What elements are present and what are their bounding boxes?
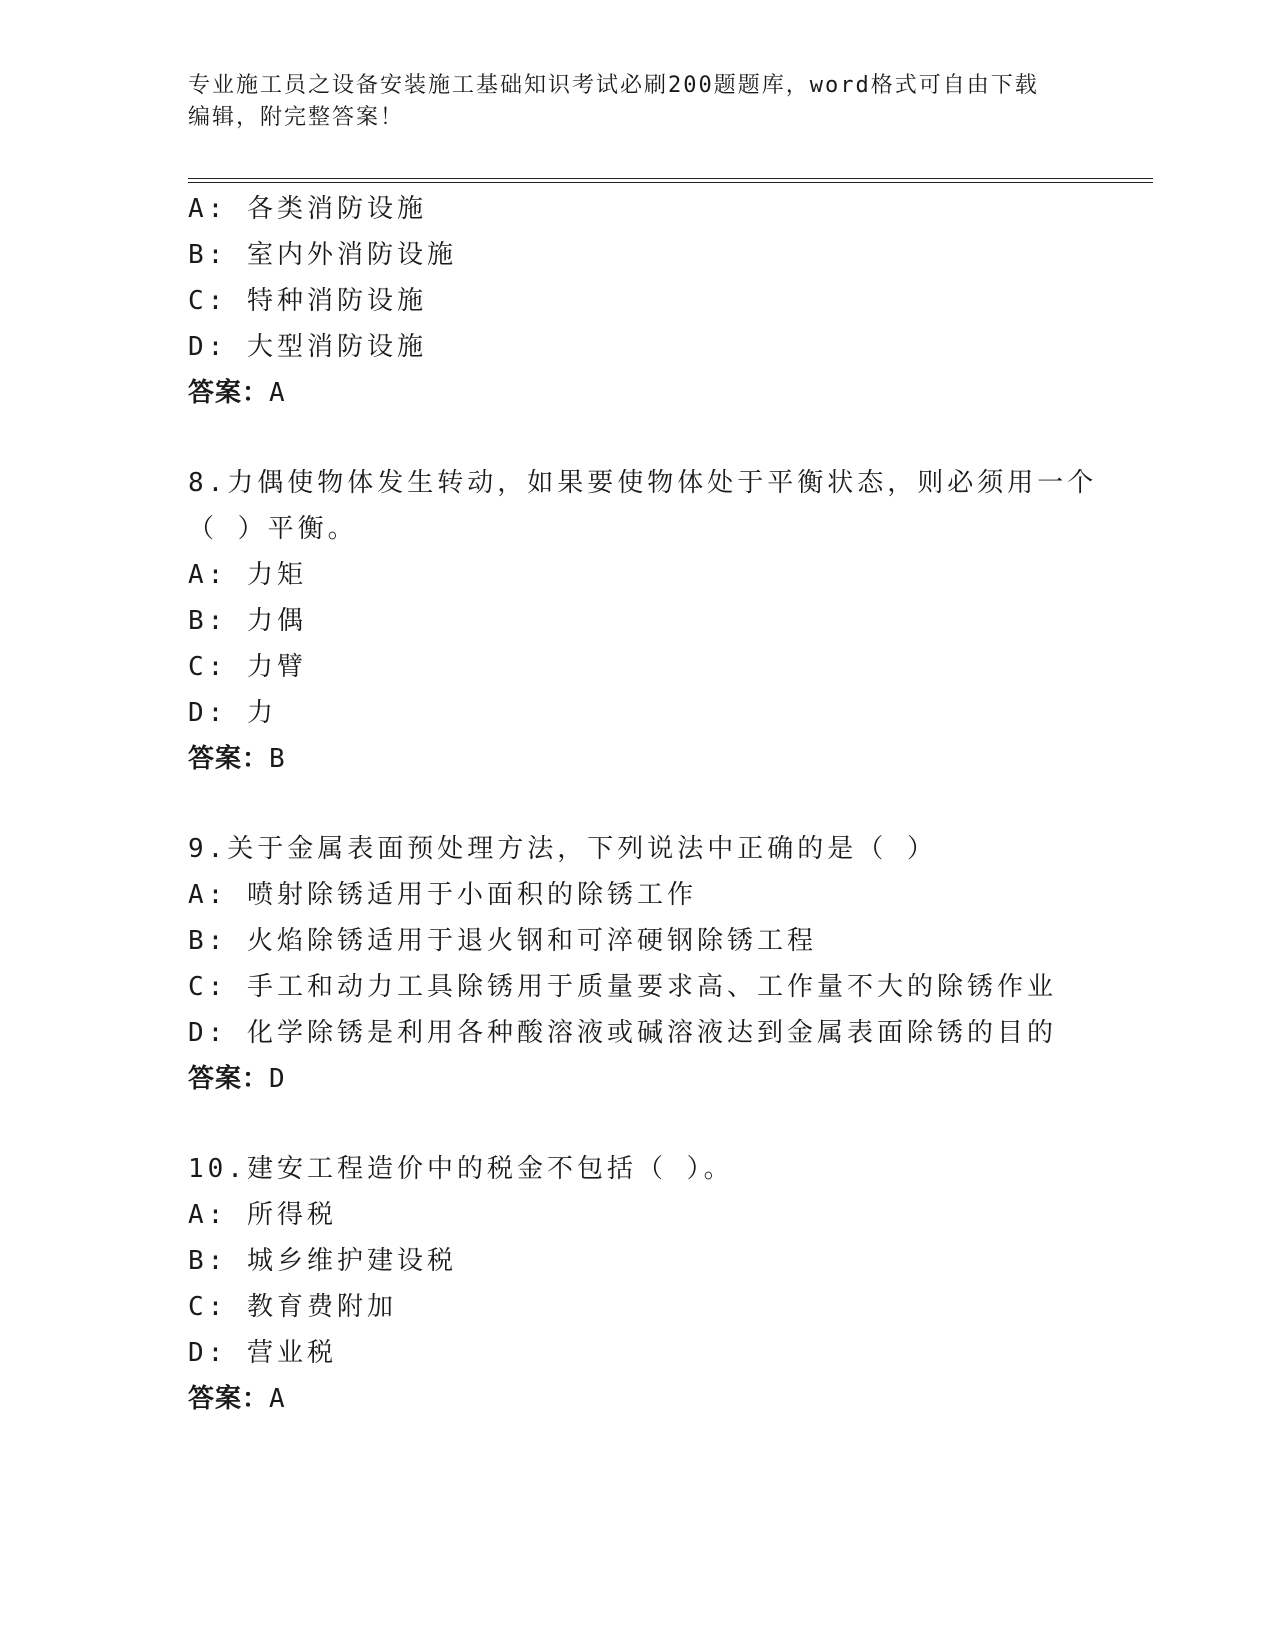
question-stem: 10.建安工程造价中的税金不包括（ ）。: [188, 1154, 734, 1184]
option-d: D: 营业税: [188, 1338, 337, 1368]
option-c: C: 特种消防设施: [188, 286, 427, 316]
question-10: [188, 1146, 1148, 1422]
header-title-line-2: 编辑，附完整答案！: [188, 105, 405, 130]
header-divider: [188, 178, 1153, 183]
option-a: A: 各类消防设施: [188, 194, 427, 224]
option-a: A: 力矩: [188, 560, 307, 590]
answer-label: 答案：: [188, 744, 270, 774]
question-stem: 8.力偶使物体发生转动，如果要使物体处于平衡状态，则必须用一个: [188, 468, 1098, 498]
question-list: [188, 186, 1148, 1422]
option-b: B: 城乡维护建设税: [188, 1246, 457, 1276]
answer-label: 答案：: [188, 1064, 270, 1094]
option-b: B: 火焰除锈适用于退火钢和可淬硬钢除锈工程: [188, 926, 817, 956]
question-stem: 9.关于金属表面预处理方法，下列说法中正确的是（ ）: [188, 834, 937, 864]
answer-value: B: [269, 744, 286, 774]
option-c: C: 教育费附加: [188, 1292, 397, 1322]
answer-value: A: [269, 1384, 286, 1414]
answer-line: [188, 736, 1148, 782]
option-c: C: 手工和动力工具除锈用于质量要求高、工作量不大的除锈作业: [188, 972, 1057, 1002]
answer-line: [188, 370, 1148, 416]
option-b: B: 室内外消防设施: [188, 240, 457, 270]
answer-label: 答案：: [188, 1384, 270, 1414]
question-8: [188, 460, 1148, 782]
question-stem-continued: （ ）平衡。: [188, 514, 358, 544]
option-d: D: 大型消防设施: [188, 332, 427, 362]
option-a: A: 所得税: [188, 1200, 337, 1230]
option-d: D: 力: [188, 698, 277, 728]
answer-value: A: [269, 378, 286, 408]
answer-value: D: [269, 1064, 286, 1094]
option-a: A: 喷射除锈适用于小面积的除锈工作: [188, 880, 697, 910]
question-9: [188, 826, 1148, 1102]
option-d: D: 化学除锈是利用各种酸溶液或碱溶液达到金属表面除锈的目的: [188, 1018, 1057, 1048]
answer-line: [188, 1376, 1148, 1422]
answer-label: 答案：: [188, 378, 270, 408]
question-7: [188, 186, 1148, 416]
document-header: [188, 70, 1068, 134]
option-c: C: 力臂: [188, 652, 307, 682]
option-b: B: 力偶: [188, 606, 307, 636]
answer-line: [188, 1056, 1148, 1102]
header-title-line-1: 专业施工员之设备安装施工基础知识考试必刷200题题库，word格式可自由下载: [188, 73, 1039, 98]
